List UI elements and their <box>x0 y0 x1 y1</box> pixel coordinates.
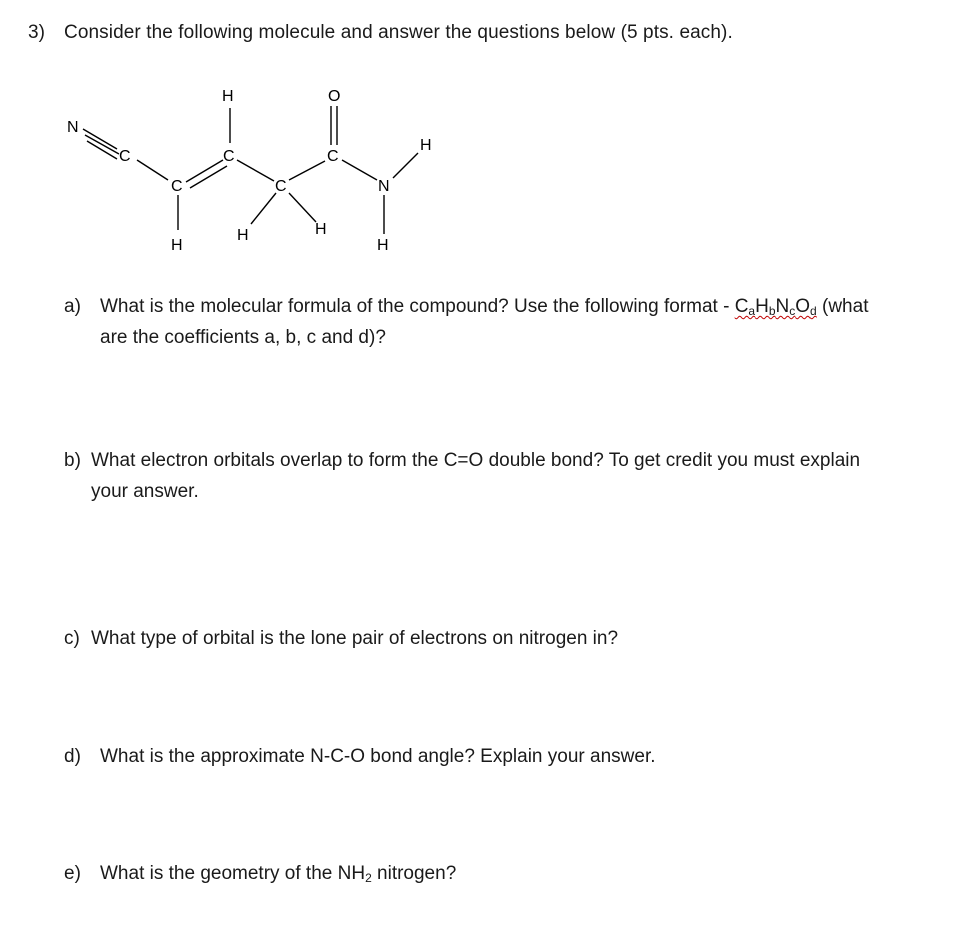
question-e-subscript: 2 <box>365 871 372 885</box>
question-b-line1: What electron orbitals overlap to form the C=O double bond? To get credit you must explain <box>91 450 861 471</box>
bond-n-h-top <box>393 153 418 178</box>
bond-c4-h-left <box>251 193 276 224</box>
question-e-text-after: nitrogen? <box>371 863 457 884</box>
atom-n-nitrile: N <box>67 119 79 136</box>
atom-h-c3-top: H <box>222 88 234 105</box>
molecule-diagram <box>0 0 970 270</box>
atom-n-amide: N <box>378 178 390 195</box>
question-b-label: b) <box>64 450 81 471</box>
question-d-label: d) <box>64 746 81 767</box>
question-c-text: What type of orbital is the lone pair of electrons on nitrogen in? <box>91 628 619 649</box>
atom-h-c2-bottom: H <box>171 237 183 254</box>
question-a-text-after: (what <box>816 296 869 317</box>
question-d-text: What is the approximate N-C-O bond angle? Explain your answer. <box>100 746 656 767</box>
atom-h-n-bottom: H <box>377 237 389 254</box>
question-e <box>64 858 944 889</box>
question-d <box>64 741 944 772</box>
atom-h-c4-left: H <box>237 227 249 244</box>
question-c <box>64 623 944 654</box>
question-a-label: a) <box>64 296 81 317</box>
bond-lines <box>83 106 418 234</box>
question-a-text: What is the molecular formula of the compound? Use the following format - <box>100 296 735 317</box>
bond-c1-c2 <box>137 160 168 180</box>
question-e-label: e) <box>64 863 81 884</box>
triple-bond-line-2 <box>85 135 119 154</box>
atom-c2: C <box>171 178 183 195</box>
atom-h-n-top: H <box>420 137 432 154</box>
bond-c4-c5 <box>289 161 325 180</box>
atom-c3: C <box>223 148 235 165</box>
question-e-text: What is the geometry of the NH <box>100 863 366 884</box>
atom-c-nitrile: C <box>119 148 131 165</box>
question-a-line2: are the coefficients a, b, c and d)? <box>100 327 386 348</box>
question-a <box>64 291 944 353</box>
atom-o: O <box>328 88 341 105</box>
question-c-label: c) <box>64 628 80 649</box>
question-number: 3) <box>28 22 46 43</box>
atom-h-c4-right: H <box>315 221 327 238</box>
atom-c4: C <box>275 178 287 195</box>
bond-c5-n <box>342 160 377 180</box>
question-b <box>64 445 944 507</box>
bond-c4-h-right <box>289 193 316 222</box>
question-b-line2: your answer. <box>91 481 199 502</box>
atom-c5: C <box>327 148 339 165</box>
triple-bond-line-1 <box>83 129 117 149</box>
bond-c3-c4 <box>237 160 274 181</box>
question-prompt: Consider the following molecule and answer the questions below (5 pts. each). <box>64 22 733 43</box>
molecular-formula-format: $C_aH_bN_cO_d$ <box>734 296 817 318</box>
